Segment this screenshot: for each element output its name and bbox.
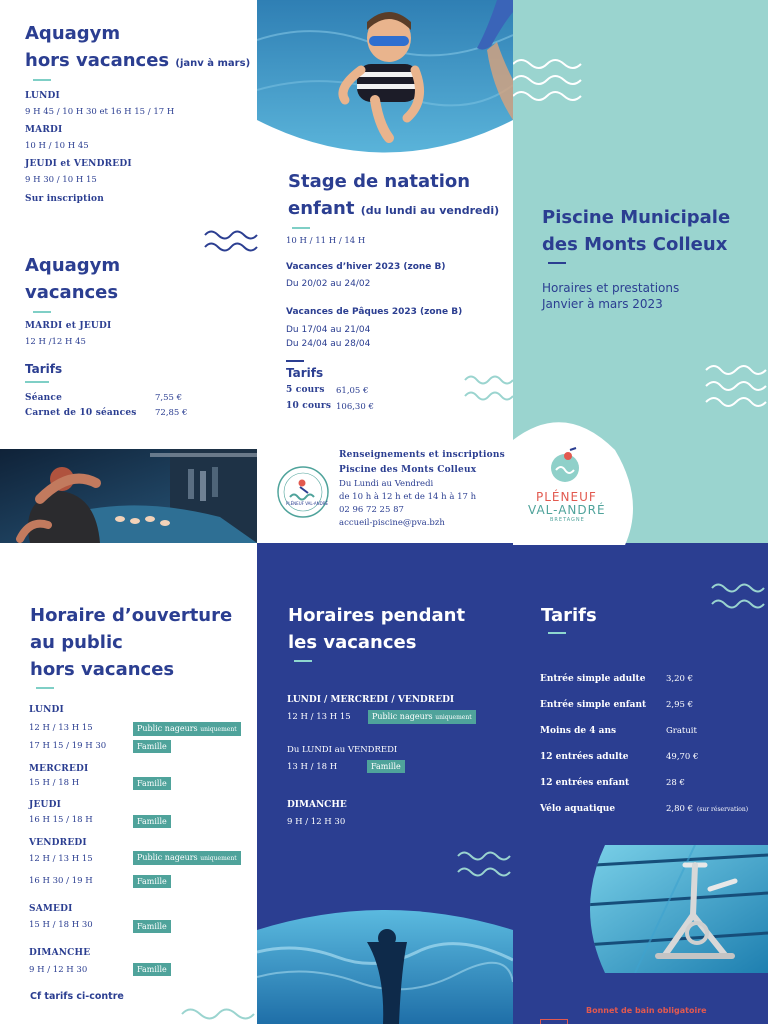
title-underline — [25, 381, 49, 383]
tarif-price: 2,95 € — [666, 700, 694, 710]
famille-tag: Famille — [133, 815, 171, 828]
period-dates: Du 24/04 au 28/04 — [286, 339, 371, 349]
public-nageurs-tag: Public nageurs uniquement — [133, 851, 241, 865]
seal-text: PLÉNEUF VAL-ANDRÉ — [286, 501, 329, 506]
wave-icon — [710, 578, 768, 620]
wave-icon — [203, 226, 259, 256]
tarif-price: 72,85 € — [155, 408, 188, 418]
hours-text: 9 H / 12 H 30 — [29, 965, 88, 975]
day-label: JEUDI et VENDREDI — [25, 159, 132, 169]
hours-text: 15 H / 18 H — [29, 778, 80, 788]
contact-hours: de 10 h à 12 h et de 14 h à 17 h — [339, 492, 477, 502]
swim-cap-notice: Bonnet de bain obligatoire — [586, 1006, 707, 1015]
public-hv-title: Horaire d’ouverture au public hors vacances — [30, 605, 233, 680]
period-dates: Du 20/02 au 24/02 — [286, 279, 371, 289]
contact-email[interactable]: accueil-piscine@pva.bzh — [339, 518, 445, 528]
period-dates: Du 17/04 au 21/04 — [286, 325, 371, 335]
hours-text: 9 H 30 / 10 H 15 — [25, 175, 97, 185]
aquagym-v-title: Aquagym vacances — [25, 255, 121, 303]
day-label: MERCREDI — [29, 764, 89, 774]
day-label: DIMANCHE — [29, 948, 91, 958]
title-underline — [36, 687, 54, 689]
tarif-label: Entrée simple adulte — [540, 674, 646, 684]
tarif-price: Gratuit — [666, 726, 697, 736]
hours-text: 12 H / 13 H 15 — [29, 854, 93, 864]
logo-icon — [548, 446, 582, 486]
title-underline — [292, 227, 310, 229]
tarifs-heading: Tarifs — [286, 366, 324, 380]
vacances-title: Horaires pendant les vacances — [288, 605, 466, 653]
tarif-price: 7,55 € — [155, 393, 183, 403]
hours-text: 17 H 15 / 19 H 30 — [29, 741, 107, 751]
tarif-price: 2,80 € — [666, 804, 694, 814]
hours-text: 15 H / 18 H 30 — [29, 920, 93, 930]
title-underline — [33, 311, 51, 313]
child-swimming-photo — [257, 0, 513, 163]
day-label: Du LUNDI au VENDREDI — [287, 745, 398, 755]
tarif-label: 12 entrées enfant — [540, 778, 630, 788]
title-underline — [294, 660, 312, 662]
day-label: JEUDI — [29, 800, 61, 810]
tarif-price: 106,30 € — [336, 402, 374, 412]
notice-frame — [540, 1019, 568, 1024]
tarifs-title: Tarifs — [541, 605, 597, 626]
tarif-label: Entrée simple enfant — [540, 700, 647, 710]
famille-tag: Famille — [133, 963, 171, 976]
tarif-label: 10 cours — [286, 401, 332, 411]
day-label: LUNDI / MERCREDI / VENDREDI — [287, 695, 455, 705]
tarif-label: 5 cours — [286, 385, 325, 395]
hours-text: 10 H / 10 H 45 — [25, 141, 89, 151]
aqua-bike-photo — [575, 845, 768, 973]
famille-tag: Famille — [133, 740, 171, 753]
hours-text: 10 H / 11 H / 14 H — [286, 236, 366, 246]
day-label: VENDREDI — [29, 838, 87, 848]
hours-text: 16 H 30 / 19 H — [29, 876, 93, 886]
tarif-label: Vélo aquatique — [540, 804, 616, 814]
wave-icon — [513, 54, 583, 114]
contact-phone[interactable]: 02 96 72 25 87 — [339, 505, 404, 515]
tarif-note: (sur réservation) — [697, 806, 749, 813]
famille-tag: Famille — [133, 875, 171, 888]
aquagym-hv-title: Aquagym hors vacances (janv à mars) — [25, 23, 251, 71]
day-label: MARDI et JEUDI — [25, 321, 112, 331]
cover-title: Piscine Municipale des Monts Colleux — [542, 207, 731, 255]
day-label: MARDI — [25, 125, 63, 135]
famille-tag: Famille — [133, 920, 171, 933]
title-underline — [548, 262, 566, 264]
day-label: LUNDI — [29, 705, 64, 715]
hours-text: 12 H / 13 H 15 — [287, 712, 351, 722]
logo-text: VAL-ANDRÉ — [528, 503, 606, 517]
logo-text: BRETAGNE — [550, 517, 585, 523]
period-label: Vacances de Pâques 2023 (zone B) — [286, 307, 463, 317]
period-label: Vacances d’hiver 2023 (zone B) — [286, 262, 446, 272]
tarif-label: 12 entrées adulte — [540, 752, 629, 762]
swimmer-photo — [257, 902, 513, 1024]
tarifs-heading: Tarifs — [25, 362, 63, 376]
hours-text: 12 H / 13 H 15 — [29, 723, 93, 733]
day-label: LUNDI — [25, 91, 60, 101]
famille-tag: Famille — [133, 777, 171, 790]
logo-text: PLÉNEUF — [536, 490, 597, 504]
hours-text: 13 H / 18 H — [287, 762, 338, 772]
title-underline — [548, 632, 566, 634]
hours-text: 12 H /12 H 45 — [25, 337, 86, 347]
aquagym-photo — [0, 449, 257, 543]
tarif-label: Carnet de 10 séances — [25, 408, 137, 418]
hours-text: 9 H 45 / 10 H 30 et 16 H 15 / 17 H — [25, 107, 175, 117]
hours-text: 9 H / 12 H 30 — [287, 817, 346, 827]
stage-title: Stage de natation enfant (du lundi au vendredi) — [288, 171, 500, 219]
wave-icon — [456, 846, 514, 886]
town-logo — [528, 446, 606, 526]
title-underline — [33, 79, 51, 81]
wave-icon — [704, 362, 768, 420]
tarif-price: 28 € — [666, 778, 685, 788]
public-nageurs-tag: Public nageurs uniquement — [368, 710, 476, 724]
tarif-label: Séance — [25, 393, 63, 403]
tarifs-reference: Cf tarifs ci-contre — [30, 991, 124, 1002]
contact-place: Piscine des Monts Colleux — [339, 465, 477, 475]
piscine-seal-logo — [276, 465, 330, 519]
contact-days: Du Lundi au Vendredi — [339, 479, 434, 489]
cover-subtitle: Janvier à mars 2023 — [542, 297, 663, 311]
famille-tag: Famille — [367, 760, 405, 773]
tarif-price: 49,70 € — [666, 752, 699, 762]
day-label: SAMEDI — [29, 904, 73, 914]
tarif-price: 61,05 € — [336, 386, 369, 396]
hours-text: 16 H 15 / 18 H — [29, 815, 93, 825]
title-underline — [286, 360, 304, 362]
day-label: DIMANCHE — [287, 800, 347, 810]
tarif-price: 3,20 € — [666, 674, 694, 684]
contact-title: Renseignements et inscriptions — [339, 450, 505, 460]
registration-note: Sur inscription — [25, 194, 105, 204]
wave-icon — [463, 370, 515, 414]
wave-icon — [180, 1000, 258, 1024]
tarif-label: Moins de 4 ans — [540, 726, 617, 736]
public-nageurs-tag: Public nageurs uniquement — [133, 722, 241, 736]
cover-subtitle: Horaires et prestations — [542, 281, 680, 295]
